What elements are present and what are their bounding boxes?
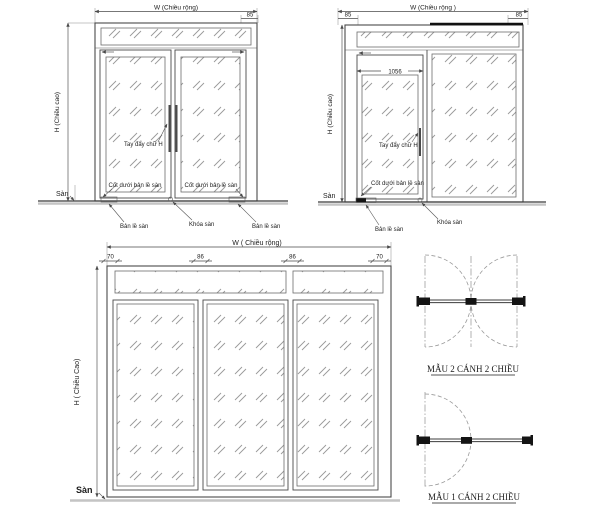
d3-dim-70-left: 70 [107, 254, 114, 261]
left-leaf-swing-arc [425, 255, 471, 347]
d3-floor-label: Sàn [76, 485, 93, 495]
d2-door-leaf-glass [362, 75, 418, 194]
d2-fixed-panel-glass [432, 54, 516, 197]
d2-85-dimension-right: 85 [515, 12, 523, 19]
d1-floor-lock-label: Khóa sàn [189, 222, 215, 228]
d1-transom-glass [101, 28, 251, 45]
leaf-lock-block [461, 437, 472, 444]
swing-plan-one-leaf [417, 392, 534, 503]
d1-sill-label-right: Cốt dưới bản lề sàn [184, 183, 238, 189]
d1-width-dimension-label: W (Chiều rộng) [153, 4, 199, 12]
d2-transom-glass [357, 32, 519, 47]
left-floor-pivot [419, 298, 430, 306]
d2-floor-hinge [356, 198, 366, 203]
d2-floor-label: Sàn [323, 193, 336, 200]
d2-floor-hinge-label: Bản lề sàn [375, 227, 404, 233]
d3-dim-86-first: 86 [197, 254, 204, 261]
d2-leaf-width-dimension: 1056 [388, 69, 402, 76]
d3-height-dimension-label: H ( Chiều Cao) [74, 358, 81, 406]
d3-panel-middle-glass [207, 304, 284, 486]
d1-85-dimension: 85 [246, 12, 254, 19]
right-floor-pivot [512, 298, 523, 306]
d3-panel-left-glass [117, 304, 194, 486]
d2-sill-label: Cốt dưới bản lề sàn [371, 181, 424, 187]
left-floor-pivot [419, 437, 430, 445]
center-floor-lock [466, 298, 477, 305]
d1-floor-hinge-label-left: Bản lề sàn [120, 224, 149, 230]
d3-sub-dimensions [99, 259, 391, 263]
d2-width-dimension-label: W (Chiều rộng ) [410, 4, 456, 12]
two-leaf-plan-title: MẪU 2 CÁNH 2 CHIỀU [427, 364, 519, 374]
d2-handle-label: Tay đẩy chữ H [379, 143, 418, 149]
d1-sill-label-left: Cốt dưới bản lề sàn [108, 183, 162, 189]
d1-left-leaf-glass [106, 57, 165, 192]
d3-transom-glass-left [115, 271, 286, 293]
d3-panel-right-glass [297, 304, 374, 486]
d1-floor-label: Sàn [56, 191, 69, 198]
d1-height-dimension-label: H (Chiều cao) [54, 91, 61, 133]
right-end-block [522, 437, 531, 445]
d2-floor-lock-label: Khóa sàn [437, 220, 463, 226]
d1-handle-label: Tay đẩy chữ H [124, 142, 163, 148]
one-leaf-plan-title: MẪU 1 CÁNH 2 CHIỀU [428, 492, 520, 502]
right-leaf-swing-arc [471, 255, 517, 347]
d3-dim-86-second: 86 [289, 254, 296, 261]
single-door-elevation [318, 3, 546, 234]
d3-transom-glass-right [293, 271, 383, 293]
d3-dim-70-right: 70 [376, 254, 383, 261]
d2-height-dimension-label: H (Chiều cao) [327, 93, 334, 135]
d1-floor-hinge-label-right: Bản lề sàn [252, 224, 281, 230]
wide-door-elevation [70, 238, 400, 501]
d2-85-dimension-left: 85 [344, 12, 352, 19]
d3-width-dimension-label: W ( Chiều rộng) [232, 240, 282, 247]
d1-right-leaf-glass [181, 57, 240, 192]
double-door-elevation [38, 3, 288, 231]
swing-plan-two-leaf [417, 255, 526, 375]
